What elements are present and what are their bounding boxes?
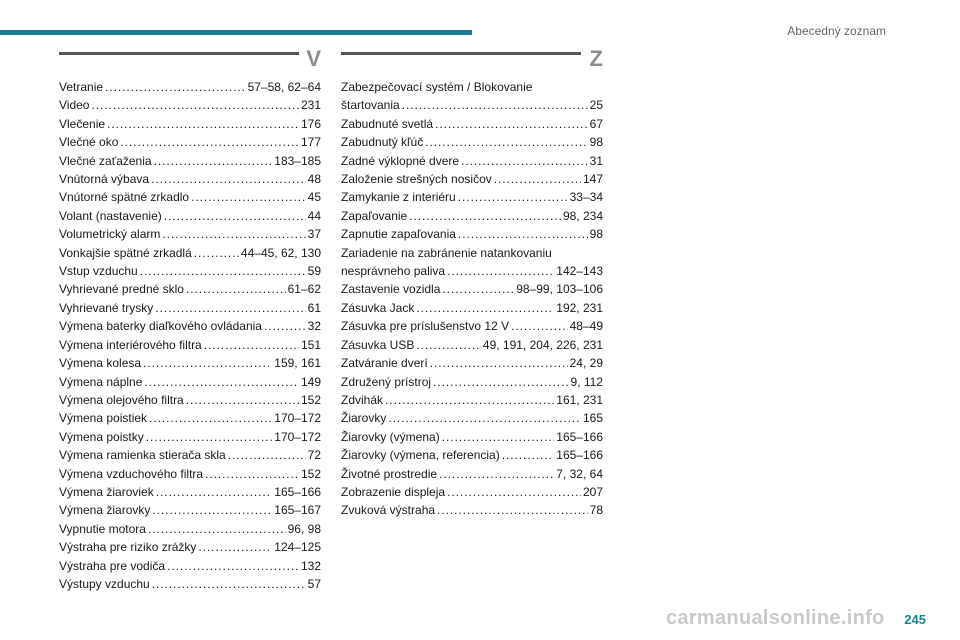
index-entry — [59, 446, 321, 464]
index-entry — [341, 133, 603, 151]
entry-page-ref: 96, 98 — [287, 521, 321, 536]
index-entry — [341, 115, 603, 133]
entry-term: Zapnutie zapaľovania — [341, 227, 456, 242]
index-entry-text: Zariadenie na zabránenie natankovaniu — [341, 245, 552, 260]
section-heading — [59, 48, 321, 78]
index-entry — [59, 207, 321, 225]
entry-term: Zastavenie vozidla — [341, 282, 441, 297]
index-entry — [59, 336, 321, 354]
section-rule — [341, 52, 581, 55]
dot-leader — [264, 317, 306, 335]
entry-page-ref: 48 — [307, 172, 321, 187]
dot-leader — [149, 409, 272, 427]
entry-page-ref: 231 — [300, 98, 321, 113]
entry-page-ref: 207 — [582, 484, 603, 499]
entry-page-ref: 152 — [300, 392, 321, 407]
entry-term: Zásuvka pre príslušenstvo 12 V — [341, 319, 510, 334]
entry-page-ref: 142–143 — [556, 264, 603, 279]
dot-leader — [458, 188, 568, 206]
section-heading — [341, 48, 603, 78]
dot-leader — [120, 133, 299, 151]
index-entry — [341, 483, 603, 501]
dot-leader — [140, 262, 306, 280]
index-entry — [341, 225, 603, 243]
dot-leader — [151, 170, 306, 188]
dot-leader — [186, 391, 299, 409]
dot-leader — [388, 409, 581, 427]
entry-term: Výmena ramienka stierača skla — [59, 448, 226, 463]
entry-term: Vyhrievané trysky — [59, 300, 154, 315]
entry-page-ref: 161, 231 — [556, 392, 603, 407]
entry-page-ref: 9, 112 — [570, 374, 603, 389]
entry-term: Volumetrický alarm — [59, 227, 161, 242]
dot-leader — [164, 207, 306, 225]
index-entry — [59, 152, 321, 170]
index-entry — [59, 354, 321, 372]
index-entry — [341, 428, 603, 446]
section-letter: V — [306, 46, 321, 71]
dot-leader — [91, 96, 298, 114]
dot-leader — [437, 501, 588, 519]
entry-term: Zabudnutý kľúč — [341, 135, 424, 150]
dot-leader — [107, 115, 299, 133]
index-entry — [341, 373, 603, 391]
index-entry — [341, 96, 603, 114]
entry-term: Zatváranie dverí — [341, 356, 428, 371]
index-entry — [59, 170, 321, 188]
dot-leader — [458, 225, 588, 243]
index-entry — [341, 354, 603, 372]
dot-leader — [416, 299, 554, 317]
index-entry — [341, 336, 603, 354]
dot-leader — [511, 317, 568, 335]
entry-page-ref: 147 — [582, 172, 603, 187]
dot-leader — [228, 446, 306, 464]
dot-leader — [430, 354, 568, 372]
dot-leader — [439, 465, 554, 483]
dot-leader — [152, 501, 272, 519]
index-entry — [59, 244, 321, 262]
dot-leader — [191, 188, 306, 206]
entry-page-ref: 183–185 — [274, 153, 321, 168]
index-entry — [59, 299, 321, 317]
entry-page-ref: 149 — [300, 374, 321, 389]
entry-term: Výstraha pre riziko zrážky — [59, 540, 197, 555]
index-entry — [59, 409, 321, 427]
entry-term: Výmena kolesa — [59, 356, 142, 371]
dot-leader — [167, 557, 299, 575]
entry-page-ref: 7, 32, 64 — [556, 466, 603, 481]
index-entry-text: Zabezpečovací systém / Blokovanie — [341, 80, 533, 94]
entry-page-ref: 78 — [589, 503, 603, 518]
entry-term: Vonkajšie spätné zrkadlá — [59, 245, 192, 260]
entry-term: Životné prostredie — [341, 466, 438, 481]
index-entry — [59, 575, 321, 593]
entry-term: Zamykanie z interiéru — [341, 190, 456, 205]
dot-leader — [156, 483, 273, 501]
entry-term: Vlečenie — [59, 116, 106, 131]
dot-leader — [198, 538, 272, 556]
index-entry — [341, 188, 603, 206]
entry-term: Výmena olejového filtra — [59, 392, 184, 407]
dot-leader — [402, 96, 588, 114]
index-entry — [341, 465, 603, 483]
entry-page-ref: 31 — [589, 153, 603, 168]
entry-term: Zásuvka Jack — [341, 300, 415, 315]
dot-leader — [494, 170, 581, 188]
entry-term: Žiarovky — [341, 411, 387, 426]
index-entry — [59, 483, 321, 501]
entry-term: Zabudnuté svetlá — [341, 116, 434, 131]
entry-page-ref: 165–167 — [274, 503, 321, 518]
dot-leader — [447, 262, 554, 280]
dot-leader — [433, 373, 568, 391]
entry-term: Výmena vzduchového filtra — [59, 466, 204, 481]
entry-page-ref: 33–34 — [569, 190, 603, 205]
dot-leader — [186, 280, 286, 298]
index-entry — [59, 538, 321, 556]
entry-term: Vetranie — [59, 80, 104, 94]
index-entry — [59, 188, 321, 206]
entry-term: Výmena interiérového filtra — [59, 337, 202, 352]
entry-page-ref: 165 — [582, 411, 603, 426]
dot-leader — [148, 520, 286, 538]
entry-page-ref: 98–99, 103–106 — [516, 282, 603, 297]
entry-term: Vnútorné spätné zrkadlo — [59, 190, 190, 205]
entry-term: Výmena žiaroviek — [59, 484, 154, 499]
index-entry — [59, 262, 321, 280]
entry-term: Výstraha pre vodiča — [59, 558, 166, 573]
entry-page-ref: 152 — [300, 466, 321, 481]
entry-term: Zvuková výstraha — [341, 503, 436, 518]
entry-page-ref: 98 — [589, 227, 603, 242]
entry-term: Volant (nastavenie) — [59, 208, 162, 223]
entry-term: Zdvihák — [341, 392, 384, 407]
entry-term: Výmena náplne — [59, 374, 143, 389]
index-entry — [59, 373, 321, 391]
entry-page-ref: 37 — [307, 227, 321, 242]
dot-leader — [205, 465, 299, 483]
index-entry — [59, 317, 321, 335]
dot-leader — [425, 133, 587, 151]
index-entries-list — [341, 78, 603, 520]
entry-page-ref: 44 — [307, 208, 321, 223]
entry-term: Založenie strešných nosičov — [341, 172, 492, 187]
entry-page-ref: 132 — [300, 558, 321, 573]
header-accent-bar — [0, 30, 472, 35]
dot-leader — [144, 373, 299, 391]
dot-leader — [442, 428, 555, 446]
entry-term: Vlečné zaťaženia — [59, 153, 152, 168]
entry-page-ref: 61–62 — [287, 282, 321, 297]
watermark-text: carmanualsonline.info — [666, 607, 885, 629]
entry-page-ref: 59 — [307, 264, 321, 279]
dot-leader — [447, 483, 581, 501]
entry-term: Zadné výklopné dvere — [341, 153, 460, 168]
entry-page-ref: 45 — [307, 190, 321, 205]
entry-page-ref: 24, 29 — [569, 356, 603, 371]
dot-leader — [385, 391, 554, 409]
entry-page-ref: 165–166 — [556, 429, 603, 444]
section-rule — [59, 52, 299, 55]
entry-term: Žiarovky (výmena, referencia) — [341, 448, 500, 463]
entry-page-ref: 192, 231 — [556, 300, 603, 315]
dot-leader — [155, 299, 305, 317]
section-letter: Z — [589, 46, 603, 71]
entry-page-ref: 48–49 — [569, 319, 603, 334]
index-entry — [59, 280, 321, 298]
index-entry — [341, 317, 603, 335]
index-entry — [341, 152, 603, 170]
dot-leader — [162, 225, 305, 243]
entry-page-ref: 98, 234 — [562, 208, 603, 223]
index-entry — [59, 501, 321, 519]
entry-term: Výmena poistiek — [59, 411, 148, 426]
index-entries-list — [59, 78, 321, 593]
index-entry — [341, 501, 603, 519]
entry-term: Zapaľovanie — [341, 208, 408, 223]
dot-leader — [146, 428, 273, 446]
entry-page-ref: 25 — [589, 98, 603, 113]
entry-page-ref: 57–58, 62–64 — [247, 80, 321, 94]
index-section-z — [341, 48, 603, 520]
index-entry — [59, 225, 321, 243]
index-entry — [59, 78, 321, 96]
dot-leader — [442, 280, 514, 298]
entry-page-ref: 170–172 — [274, 411, 321, 426]
index-entry — [59, 391, 321, 409]
entry-term: Vlečné oko — [59, 135, 119, 150]
index-entry — [59, 520, 321, 538]
index-section-v — [59, 48, 321, 593]
dot-leader — [204, 336, 299, 354]
entry-page-ref: 44–45, 62, 130 — [240, 245, 321, 260]
index-entry — [341, 446, 603, 464]
index-entry — [341, 299, 603, 317]
entry-term: Video — [59, 98, 90, 113]
entry-term: Výmena baterky diaľkového ovládania — [59, 319, 262, 334]
dot-leader — [461, 152, 588, 170]
dot-leader — [152, 575, 306, 593]
entry-page-ref: 177 — [300, 135, 321, 150]
entry-term: štartovania — [341, 98, 400, 113]
index-entry — [59, 115, 321, 133]
entry-term: Vstup vzduchu — [59, 264, 138, 279]
entry-page-ref: 159, 161 — [274, 356, 321, 371]
dot-leader — [502, 446, 555, 464]
entry-term: Zobrazenie displeja — [341, 484, 446, 499]
entry-page-ref: 170–172 — [274, 429, 321, 444]
entry-term: Vnútorná výbava — [59, 172, 150, 187]
entry-term: Výmena poistky — [59, 429, 144, 444]
index-entry — [341, 262, 603, 280]
index-entry — [59, 557, 321, 575]
entry-term: Vypnutie motora — [59, 521, 146, 536]
dot-leader — [194, 244, 239, 262]
index-entry — [341, 280, 603, 298]
entry-term: Výmena žiarovky — [59, 503, 151, 518]
index-entry — [59, 465, 321, 483]
entry-term: Združený prístroj — [341, 374, 432, 389]
dot-leader — [435, 115, 588, 133]
page-number: 245 — [904, 612, 926, 627]
index-entry — [341, 391, 603, 409]
entry-term: Žiarovky (výmena) — [341, 429, 440, 444]
entry-page-ref: 151 — [300, 337, 321, 352]
entry-page-ref: 49, 191, 204, 226, 231 — [482, 337, 603, 352]
index-entry — [59, 133, 321, 151]
page-header-title: Abecedný zoznam — [787, 24, 886, 38]
entry-page-ref: 176 — [300, 116, 321, 131]
entry-term: Zásuvka USB — [341, 337, 415, 352]
index-entry — [341, 409, 603, 427]
dot-leader — [409, 207, 561, 225]
entry-page-ref: 124–125 — [274, 540, 321, 555]
entry-page-ref: 165–166 — [274, 484, 321, 499]
entry-page-ref: 165–166 — [556, 448, 603, 463]
dot-leader — [416, 336, 481, 354]
entry-page-ref: 61 — [307, 300, 321, 315]
entry-page-ref: 57 — [307, 576, 321, 591]
entry-page-ref: 98 — [589, 135, 603, 150]
dot-leader — [105, 78, 246, 96]
index-entry — [59, 428, 321, 446]
entry-page-ref: 67 — [589, 116, 603, 131]
entry-page-ref: 32 — [307, 319, 321, 334]
entry-term: Vyhrievané predné sklo — [59, 282, 184, 297]
dot-leader — [143, 354, 272, 372]
index-entry — [59, 96, 321, 114]
index-entry — [341, 170, 603, 188]
entry-page-ref: 72 — [307, 448, 321, 463]
dot-leader — [154, 152, 273, 170]
index-entry — [341, 207, 603, 225]
entry-term: Výstupy vzduchu — [59, 576, 150, 591]
entry-term: nesprávneho paliva — [341, 264, 446, 279]
